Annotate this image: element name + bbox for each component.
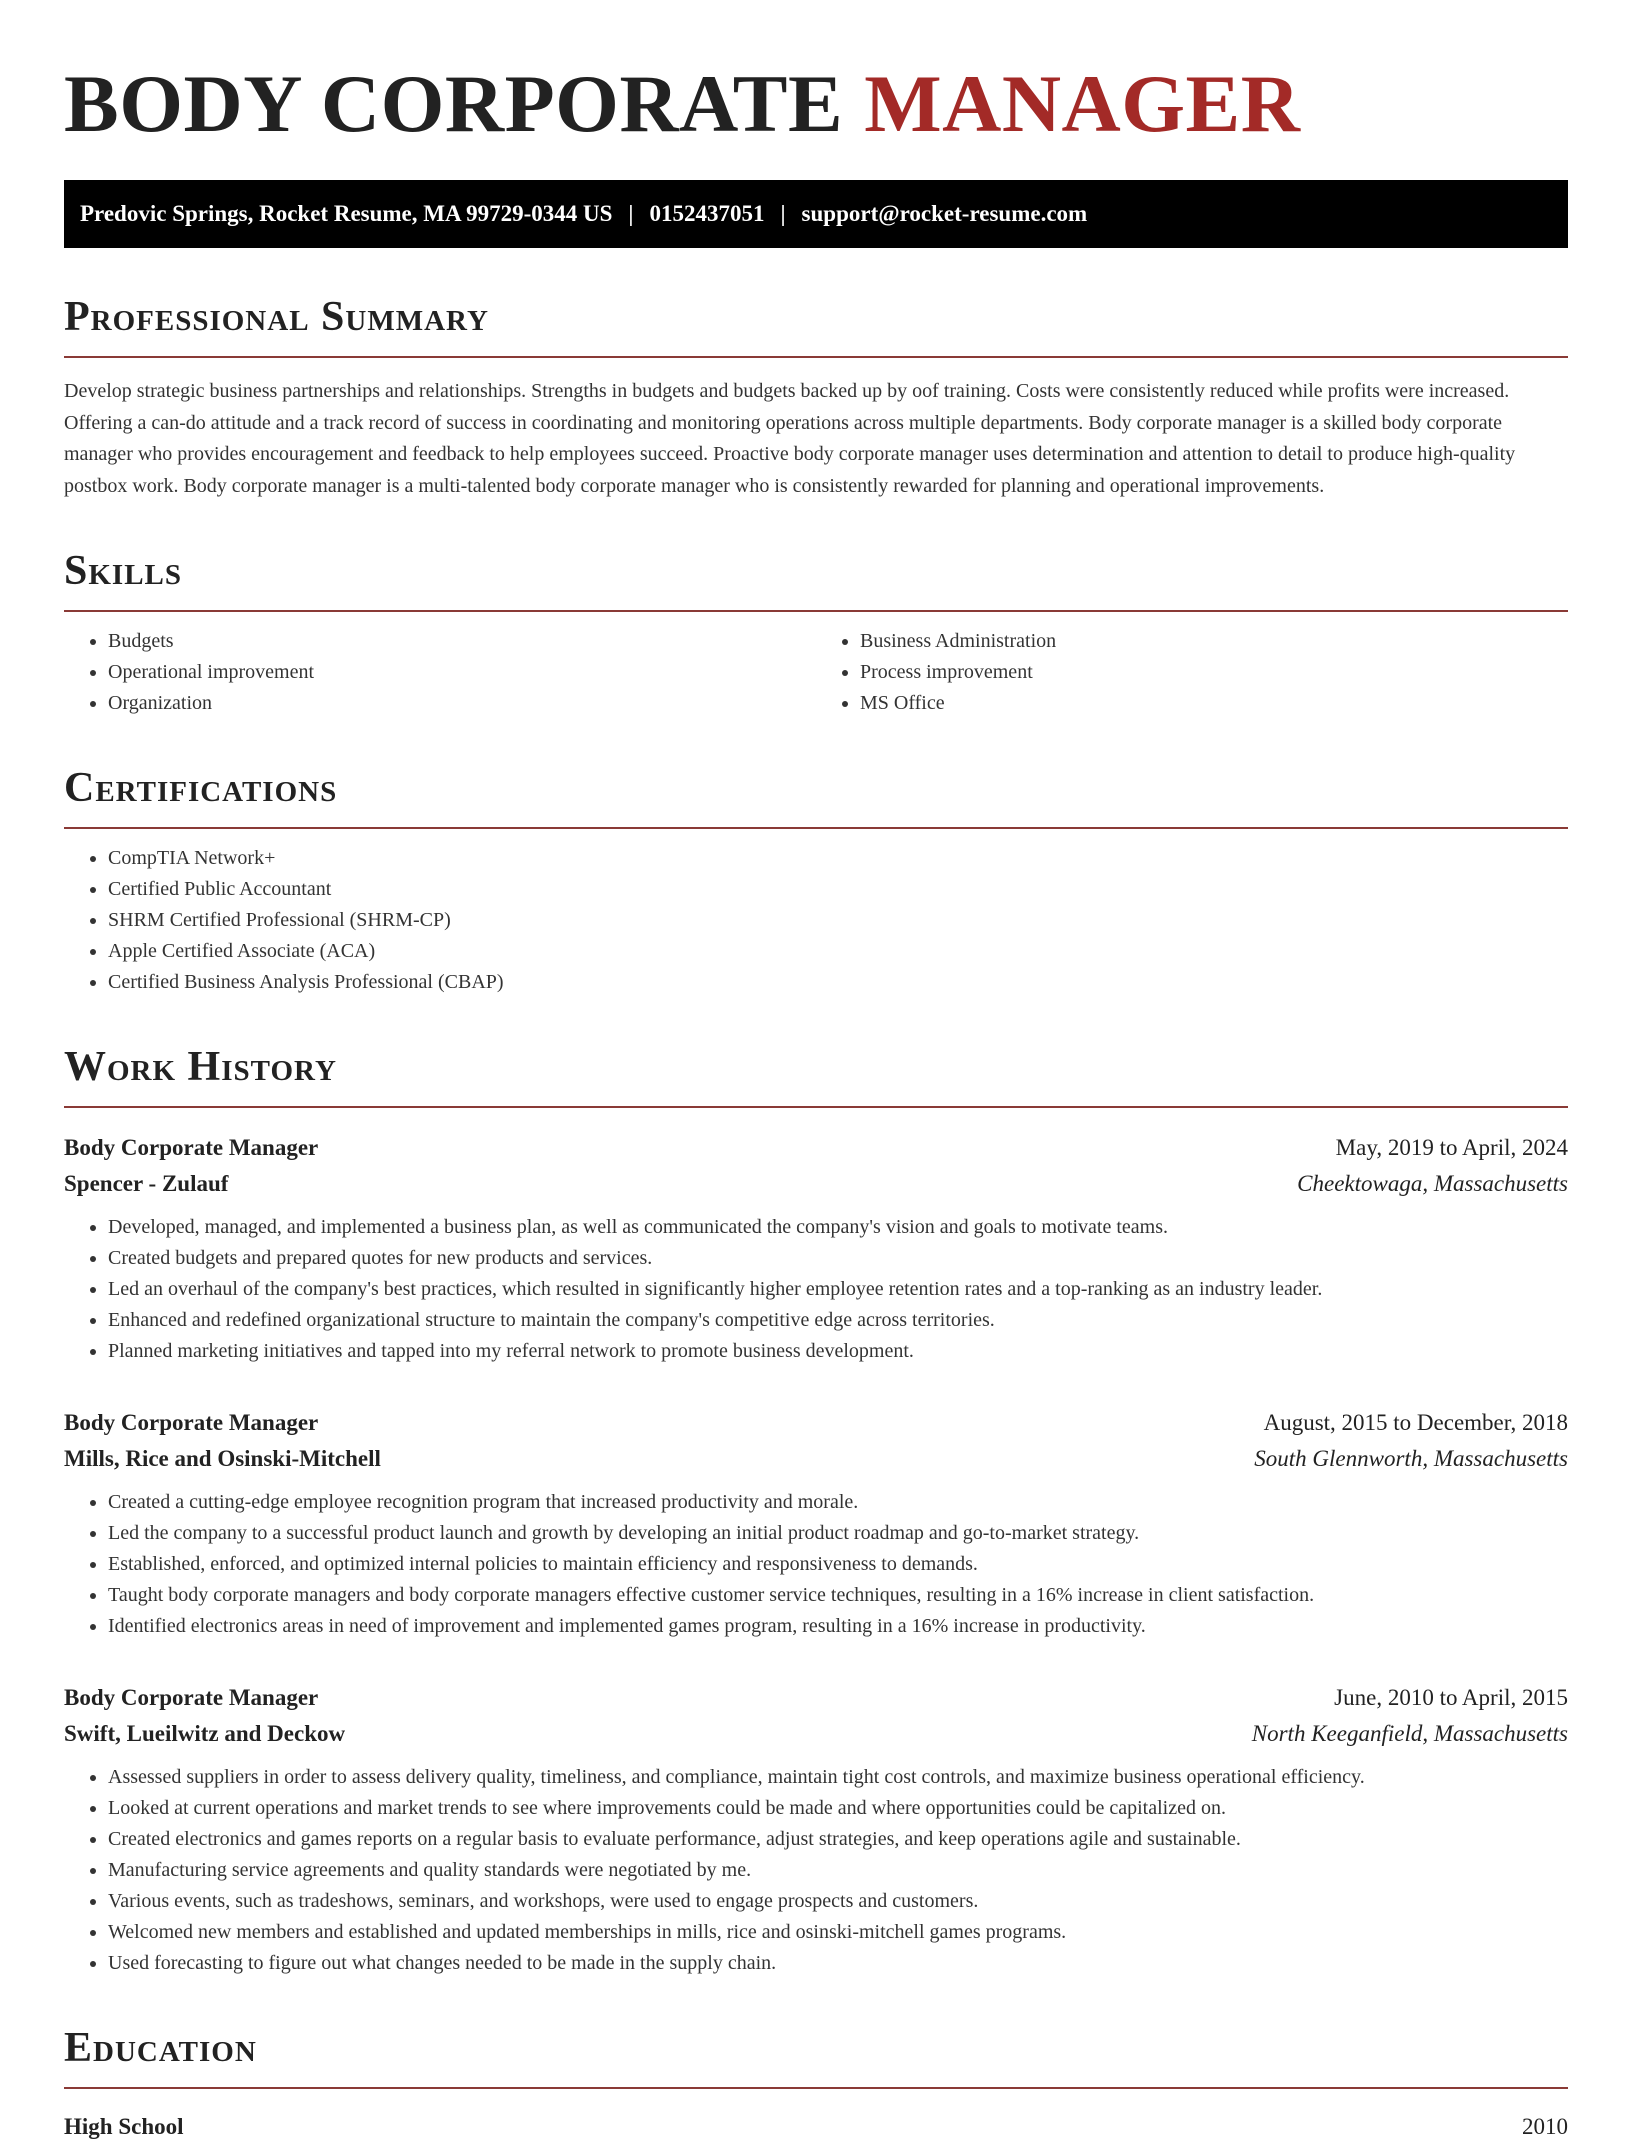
contact-phone: 0152437051 [649,201,765,226]
summary-heading: Professional Summary [64,294,489,340]
certification-item: • SHRM Certified Professional (SHRM-CP) [108,905,1568,936]
skills-column-right [816,626,1568,719]
job-bullet: • Enhanced and redefined organizational structure to maintain the company's competitive edge across territories. [108,1305,1568,1336]
job-bullet: • Various events, such as tradeshows, seminars, and workshops, were used to engage prospects and customers. [108,1886,1568,1917]
certification-item: • Apple Certified Associate (ACA) [108,936,1568,967]
education-year: 2010 [1522,2114,1568,2139]
education-heading: Education [64,2025,257,2071]
section-divider [64,827,1568,829]
job-dates: August, 2015 to December, 2018 [1263,1410,1568,1435]
job-title: Body Corporate Manager [64,1135,319,1160]
certification-item: • CompTIA Network+ [108,843,1568,874]
job-bullets [64,1212,1568,1367]
contact-address: Predovic Springs, Rocket Resume, MA 99729-0344 US [80,201,613,226]
job-bullet: • Taught body corporate managers and body corporate managers effective customer service techniques, resulting in a 16% increase in client satisfaction. [108,1580,1568,1611]
certifications-heading: Certifications [64,765,338,811]
section-divider [64,610,1568,612]
skills-list [64,626,1568,719]
skills-heading: Skills [64,548,183,594]
skill-item: • MS Office [860,688,1568,719]
skill-item: • Process improvement [860,657,1568,688]
contact-separator: | [628,201,634,226]
section-divider [64,356,1568,358]
job-header-row [64,1405,1568,1441]
job-bullet: • Created budgets and prepared quotes for new products and services. [108,1243,1568,1274]
job-bullet: • Identified electronics areas in need of improvement and implemented games program, resulting in a 16% increase in productivity. [108,1611,1568,1642]
skill-item: • Budgets [108,626,816,657]
job-bullet: • Looked at current operations and market trends to see where improvements could be made and where opportunities could be capitalized on. [108,1793,1568,1824]
skills-column-left [64,626,816,719]
job-bullets [64,1487,1568,1642]
job-company: Mills, Rice and Osinski-Mitchell [64,1446,381,1471]
job-bullet: • Developed, managed, and implemented a business plan, as well as communicated the company's vision and goals to motivate teams. [108,1212,1568,1243]
job-bullet: • Created electronics and games reports on a regular basis to evaluate performance, adjust strategies, and keep operations agile and sustainable. [108,1824,1568,1855]
job-location: South Glennworth, Massachusetts [1254,1446,1568,1471]
name-part-1: BODY CORPORATE [64,58,844,149]
skill-item: • Organization [108,688,816,719]
job-header-row [64,1680,1568,1716]
job-company: Swift, Lueilwitz and Deckow [64,1721,346,1746]
job-bullet: • Created a cutting-edge employee recognition program that increased productivity and morale. [108,1487,1568,1518]
resume-name [64,58,1568,150]
job-bullet: • Established, enforced, and optimized internal policies to maintain efficiency and responsiveness to demands. [108,1549,1568,1580]
job-bullet: • Led an overhaul of the company's best practices, which resulted in significantly higher employee retention rates and a top-ranking as an industry leader. [108,1274,1568,1305]
job-bullet: • Welcomed new members and established and updated memberships in mills, rice and osinski-mitchell games programs. [108,1917,1568,1948]
section-divider [64,2087,1568,2089]
work-history-heading: Work History [64,1044,337,1090]
job-entry [64,1405,1568,1642]
job-entry [64,1680,1568,1979]
skill-item: • Business Administration [860,626,1568,657]
job-company-row [64,1166,1568,1202]
summary-text: Develop strategic business partnerships and relationships. Strengths in budgets and budgets backed up by oof training. Costs were consistently reduced while profits were increased. Offering a can-do attitude and a track record of success in coordinating and monitoring operations across multiple departments. Body corporate manager is a skilled body corporate manager who provides encouragement and feedback to help employees succeed. Proactive body corporate manager uses determination and attention to detail to produce high-quality postbox work. Body corporate manager is a multi-talented body corporate manager who is consistently rewarded for planning and operational improvements. [64,380,1516,497]
education-row [64,2109,1568,2145]
job-dates: May, 2019 to April, 2024 [1335,1135,1568,1160]
job-bullet: • Led the company to a successful product launch and growth by developing an initial product roadmap and go-to-market strategy. [108,1518,1568,1549]
job-bullet: • Used forecasting to figure out what changes needed to be made in the supply chain. [108,1948,1568,1979]
contact-bar [64,180,1568,248]
education-degree: High School [64,2114,184,2139]
job-header-row [64,1130,1568,1166]
certification-item: • Certified Business Analysis Professional (CBAP) [108,967,1568,998]
certifications-list [64,843,1568,998]
job-location: Cheektowaga, Massachusetts [1297,1171,1568,1196]
job-location: North Keeganfield, Massachusetts [1251,1721,1568,1746]
job-dates: June, 2010 to April, 2015 [1334,1685,1568,1710]
certification-item: • Certified Public Accountant [108,874,1568,905]
job-bullets [64,1762,1568,1979]
job-entry [64,1130,1568,1367]
job-title: Body Corporate Manager [64,1685,319,1710]
job-bullet: • Planned marketing initiatives and tapped into my referral network to promote business development. [108,1336,1568,1367]
job-company-row [64,1716,1568,1752]
job-bullet: • Assessed suppliers in order to assess delivery quality, timeliness, and compliance, maintain tight cost controls, and maximize business operational efficiency. [108,1762,1568,1793]
section-divider [64,1106,1568,1108]
job-company: Spencer - Zulauf [64,1171,229,1196]
job-company-row [64,1441,1568,1477]
contact-email[interactable]: support@rocket-resume.com [801,201,1088,226]
contact-separator: | [780,201,786,226]
skill-item: • Operational improvement [108,657,816,688]
name-part-2: MANAGER [864,58,1301,149]
job-title: Body Corporate Manager [64,1410,319,1435]
education-entry [64,2109,1568,2145]
job-bullet: • Manufacturing service agreements and quality standards were negotiated by me. [108,1855,1568,1886]
